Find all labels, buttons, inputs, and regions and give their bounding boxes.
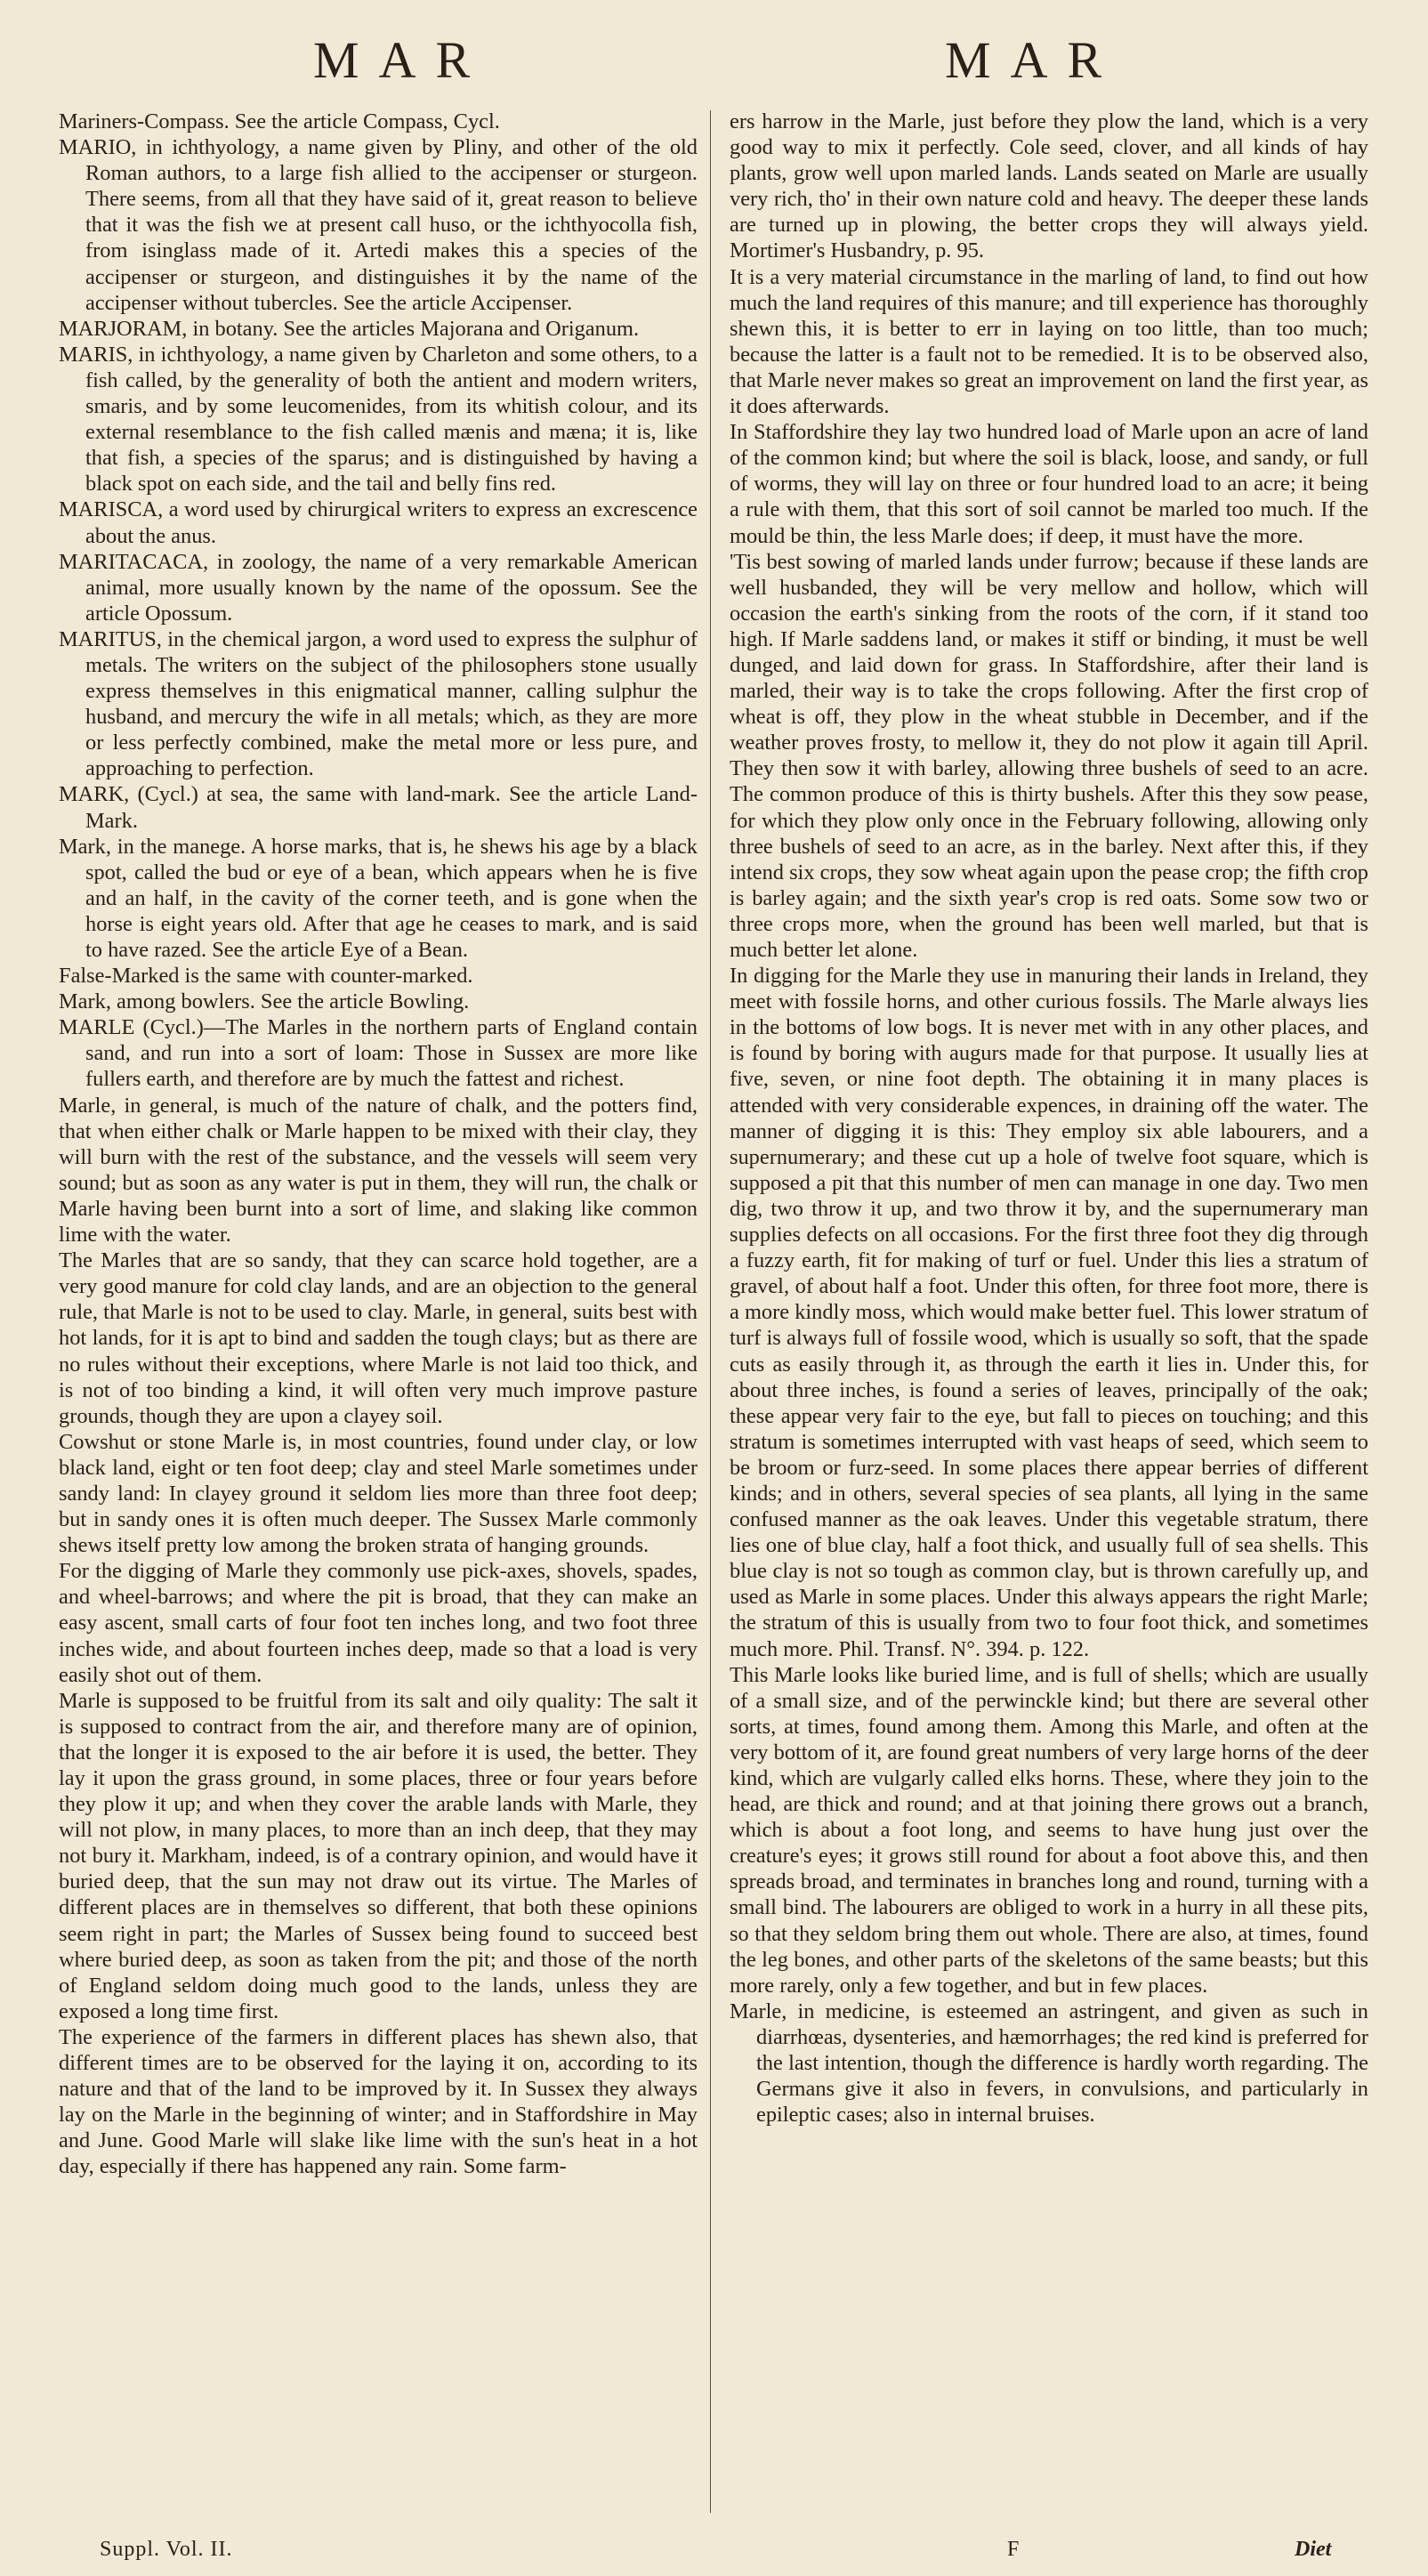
paragraph: Marle is supposed to be fruitful from its salt and oily quality: The salt it is supposed to contract from the air, and therefore many are of opinion, that the longer it is exposed to the air before it is used, the better. They lay it upon the grass ground, in some places, three or four years before they plow it up; and when they cover the arable lands with Marle, they will not plow, in many places, to more than an inch deep, that they may not bury it. Markham, indeed, is of a contrary opinion, and would have it buried deep, that the sun may not draw out its virtue. The Marles of different places are in themselves so different, that both these opinions seem right in part; the Marles of Sussex being found to succeed best where buried deep, as soon as taken from the pit; and those of the north of England seldom doing much good to the lands, unless they are exposed a long time first. [59,1688,698,2023]
right-column [730,109,1368,2128]
running-head-left: MAR [313,31,490,89]
paragraph: For the digging of Marle they commonly use pick-axes, shovels, spades, and wheel-barrows; and where the pit is broad, that they can make an easy ascent, small carts of four foot ten inches long, and two foot three inches wide, and about fourteen inches deep, made so that a load is very easily shot out of them. [59,1559,698,1687]
catchword: Diet [1295,2538,1332,2561]
left-column [59,109,698,2180]
signature-mark: F [1007,2538,1020,2561]
paragraph: ers harrow in the Marle, just before they plow the land, which is a very good way to mix it perfectly. Cole seed, clover, and all kinds of hay plants, grow well upon marled lands. Lands seated on Marle are usually very rich, tho' in their own nature cold and heavy. The deeper these lands are turned up in plowing, the better crops they will always yield. Mortimer's Husbandry, p. 95. [730,109,1368,263]
entry-marjoram: MARJORAM, in botany. See the articles Majorana and Origanum. [59,316,640,341]
paragraph: It is a very material circumstance in the marling of land, to find out how much the land requires of this manure; and till experience has thoroughly shewn this, it is better to err in laying on too little, than too much; because the latter is a fault not to be remedied. It is to be observed also, that Marle never makes so great an improvement on land the first year, as it does afterwards. [730,264,1368,419]
paragraph: This Marle looks like buried lime, and is full of shells; which are usually of a small size, and of the perwinckle kind; but there are several other sorts, at times, found among them. Among this Marle, and often at the very bottom of it, are found great numbers of very large horns of the deer kind, which are vulgarly called elks horns. These, where they join to the head, are thick and round; and at that joining there grows out a branch, which is about a foot long, and seems to have hung just over the creature's eyes; it grows still round for about a foot above this, and then spreads broad, and terminates in branches long and round, turning with a small bind. The labourers are obliged to work in a hurry in all these pits, so that they seldom bring them out whole. There are also, at times, found the leg bones, and other parts of the skeletons of the same beasts; but this more rarely, only a few together, and but in few places. [730,1662,1368,1998]
column-divider [710,110,711,2513]
paragraph: The Marles that are so sandy, that they can scarce hold together, are a very good manure for cold clay lands, and are an objection to the general rule, that Marle is not to be used to clay. Marle, in general, suits best with hot lands, for it is apt to bind and sadden the tough clays; but as there are no rules without their exceptions, where Marle is not laid too thick, and is not of too binding a kind, it will often very much improve pasture grounds, though they are upon a clayey soil. [59,1248,698,1428]
paragraph: In digging for the Marle they use in manuring their lands in Ireland, they meet with fossile horns, and other curious fossils. The Marle always lies in the bottoms of low bogs. It is never met with in any other places, and is found by boring with augurs made for that purpose. It usually lies at five, seven, or nine foot depth. The obtaining it in many places is attended with very considerable expences, in draining off the water. The manner of digging it is this: They employ six able labourers, and a supernumerary; and these cut up a hole of twelve foot square, which is supposed a pit that this number of men can manage in one day. Two men dig, two throw it up, and two throw it by, and the supernumerary man supplies defects on all occasions. For the first three foot they dig through a fuzzy earth, fit for making of turf or fuel. Under this lies a stratum of gravel, of about half a foot. Under this often, for three foot more, there is a more kindly moss, which would make better fuel. This lower stratum of turf is always full of fossile wood, which is usually so soft, that the spade cuts as easily through it, as through the earth it lies in. Under this, for about three inches, is found a series of leaves, principally of the oak; these appear very fair to the eye, but fall to pieces on touching; and this stratum is sometimes interrupted with vast heaps of seed, which seem to be broom or furz-seed. In some places there appear berries of different kinds; and in others, several species of sea plants, all lying in the same confused manner as the oak leaves. Under this vegetable stratum, there lies one of blue clay, half a foot thick, and usually full of sea shells. This blue clay is not so tough as common clay, but is thrown carefully up, and used as Marle in some places. Under this always appears the right Marle; the stratum of this is usually from two to four foot thick, and sometimes much more. Phil. Transf. N°. 394. p. 122. [730,964,1368,1661]
running-head-right: MAR [945,31,1122,89]
entry-mariners-compass: Mariners-Compass. See the article Compass, Cycl. [59,109,500,133]
entry-marisca: MARISCA, a word used by chirurgical writers to express an excrescence about the anus. [59,497,698,548]
paragraph: Marle, in general, is much of the nature of chalk, and the potters find, that when either chalk or Marle happen to be mixed with their clay, they will burn with the rest of the substance, and the vessels will seem very sound; but as soon as any water is put in them, they will run, the chalk or Marle having been burnt into a sort of lime, and slaking like common lime with the water. [59,1093,698,1248]
entry-marle: MARLE (Cycl.)—The Marles in the northern parts of England contain sand, and run into a sort of loam: Those in Sussex are more like fullers earth, and therefore are by much the fattest and richest. [59,1015,698,1092]
entry-marle-medicine: Marle, in medicine, is esteemed an astringent, and given as such in diarrhœas, dysenteries, and hæmorrhages; the red kind is preferred for the last intention, though the difference is hardly worth regarding. The Germans give it also in fevers, in convulsions, and particularly in epileptic cases; also in internal bruises. [730,1999,1368,2128]
entry-false-marked: False-Marked is the same with counter-marked. [59,964,473,989]
paragraph: In Staffordshire they lay two hundred load of Marle upon an acre of land of the common kind; but where the soil is black, loose, and sandy, or full of worms, they will lay on three or four hundred load to an acre; it being a rule with them, that this sort of soil cannot be marled too much. If the mould be thin, the less Marle does; if deep, it must have the more. [730,420,1368,548]
entry-mark-sea: MARK, (Cycl.) at sea, the same with land-mark. See the article Land-Mark. [59,782,698,833]
entry-maritacaca: MARITACACA, in zoology, the name of a very remarkable American animal, more usually known by the name of the opossum. See the article Opossum. [59,549,698,626]
paragraph: The experience of the farmers in different places has shewn also, that different times are to be observed for the laying it on, according to its nature and that of the land to be improved by it. In Sussex they always lay on the Marle in the beginning of winter; and in Staffordshire in May and June. Good Marle will slake like lime with the sun's heat in a hot day, especially if there has happened any rain. Some farm- [59,2024,698,2179]
volume-label: Suppl. Vol. II. [100,2538,233,2561]
entry-mark-bowlers: Mark, among bowlers. See the article Bowling. [59,989,470,1014]
entry-maris: MARIS, in ichthyology, a name given by Charleton and some others, to a fish called, by the generality of both the antient and modern writers, smaris, and by some leucomenides, from its whitish colour, and its external resemblance to the fish called mænis and mæna; it is, like that fish, a species of the sparus; and is distinguished by having a black spot on each side, and the tail and belly fins red. [59,342,698,497]
paragraph: 'Tis best sowing of marled lands under furrow; because if these lands are well husbanded, they will be very mellow and hollow, which will occasion the earth's sinking from the roots of the corn, if it stand too high. If Marle saddens land, or makes it stiff or binding, it must be well dunged, and laid down for grass. In Staffordshire, after their land is marled, their way is to take the crops following. After the first crop of wheat is off, they plow in the wheat stubble in December, and if the weather proves frosty, to mellow it, they do not plow it again till April. They then sow it with barley, allowing three bushels of seed to an acre. The common produce of this is thirty bushels. After this they sow pease, for which they plow only once in the February following, allowing only three bushels of seed to an acre, as in the barley. Next after this, if they intend six crops, they sow wheat again upon the pease crop; the fifth crop is barley again; and the sixth year's crop is red oats. Some sow two or three crops more, when the ground has been well marled, but that is much better let alone. [730,549,1368,962]
entry-mario: MARIO, in ichthyology, a name given by Pliny, and other of the old Roman authors, to a large fish allied to the accipenser or sturgeon. There seems, from all that they have said of it, great reason to believe that it was the fish we at present call huso, or the ichthyocolla fish, from isinglass made of it. Artedi makes this a species of the accipenser or sturgeon, and distinguishes it by the name of the accipenser without tubercles. See the article Accipenser. [59,135,698,315]
entry-maritus: MARITUS, in the chemical jargon, a word used to express the sulphur of metals. The writers on the subject of the philosophers stone usually express themselves in this enigmatical manner, calling sulphur the husband, and mercury the wife in all metals; which, as they are more or less perfectly combined, make the metal more or less pure, and approaching to perfection. [59,626,698,781]
paragraph: Cowshut or stone Marle is, in most countries, found under clay, or low black land, eight or ten foot deep; clay and steel Marle sometimes under sandy land: In clayey ground it seldom lies more than three foot deep; but in sandy ones it is often much deeper. The Sussex Marle commonly shews itself pretty low among the broken strata of hanging grounds. [59,1429,698,1558]
entry-mark-manege: Mark, in the manege. A horse marks, that is, he shews his age by a black spot, called the bud or eye of a bean, which appears when he is five and an half, in the cavity of the corner teeth, and is gone when the horse is eight years old. After that age he ceases to mark, and is said to have razed. See the article Eye of a Bean. [59,834,698,962]
